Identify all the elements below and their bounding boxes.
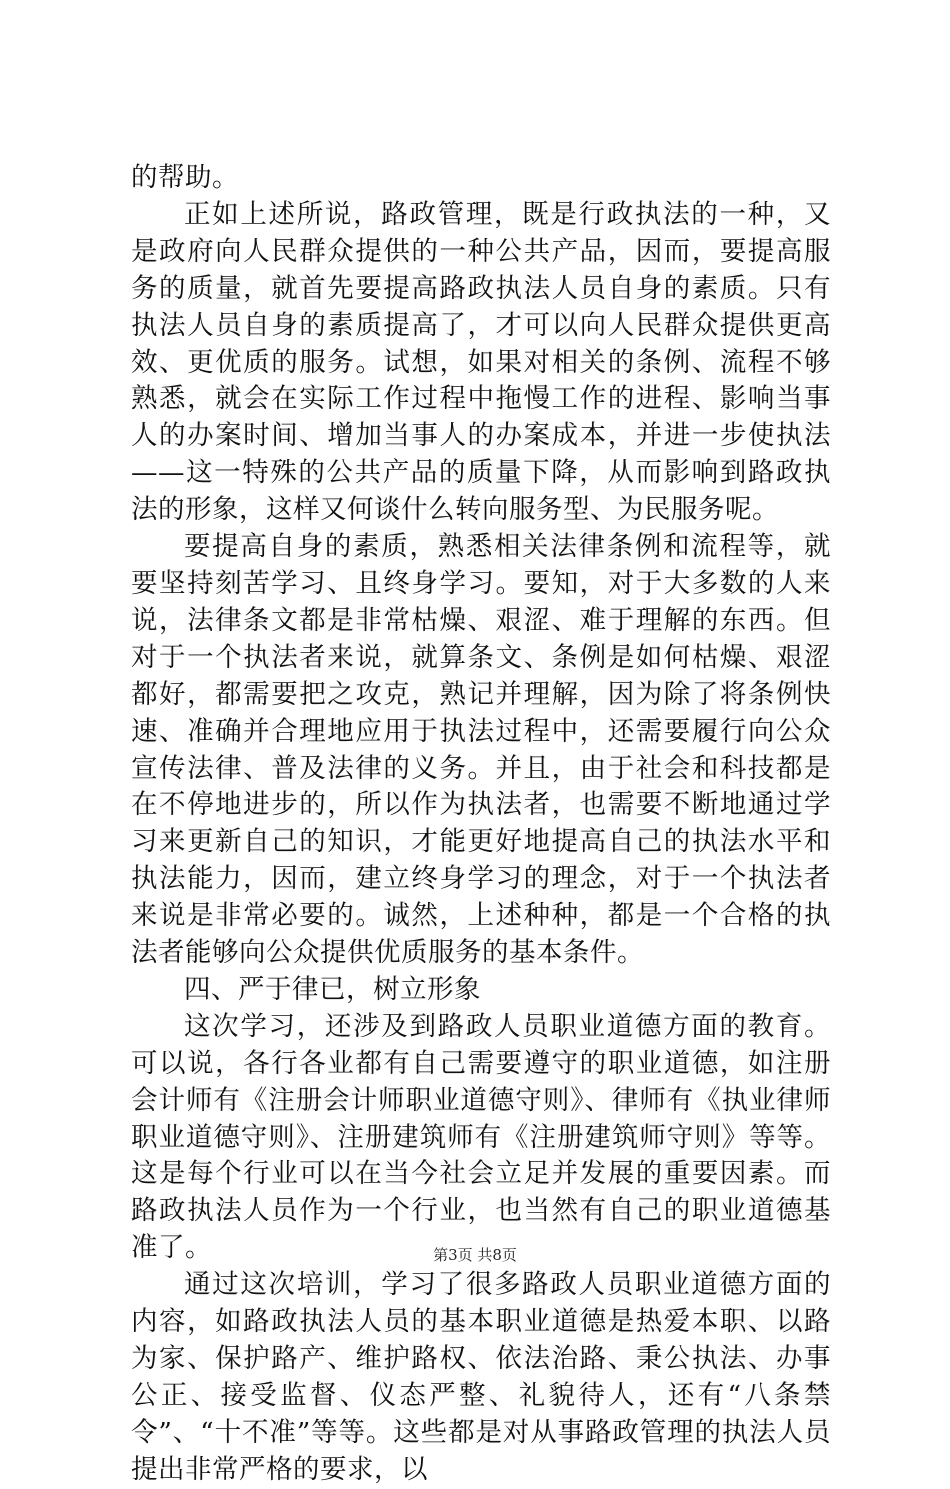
paragraph-service-quality: 正如上述所说，路政管理，既是行政执法的一种，又是政府向人民群众提供的一种公共产品，因而，要提高服务的质量，就首先要提高路政执法人员自身的素质。只有执法人员自身的素质提高了，才可以向人民群众提供更高效、更优质的服务。试想，如果对相关的条例、流程不够熟悉，就会在实际工作过程中拖慢工作的进程、影响当事人的办案时间、增加当事人的办案成本，并进一步使执法——这一特殊的公共产品的质量下降，从而影响到路政执法的形象，这样又何谈什么转向服务型、为民服务呢。 [131,198,831,526]
page-number-footer: 第3页 共8页 [433,1246,517,1264]
document-body [131,160,831,1489]
paragraph-lifelong-learning: 要提高自身的素质，熟悉相关法律条例和流程等，就要坚持刻苦学习、且终身学习。要知，对于大多数的人来说，法律条文都是非常枯燥、艰涩、难于理解的东西。但对于一个执法者来说，就算条文、条例是如何枯燥、艰涩都好，都需要把之攻克，熟记并理解，因为除了将条例快速、准确并合理地应用于执法过程中，还需要履行向公众宣传法律、普及法律的义务。并且，由于社会和科技都是在不停地进步的，所以作为执法者，也需要不断地通过学习来更新自己的知识，才能更好地提高自己的执法水平和执法能力，因而，建立终身学习的理念，对于一个执法者来说是非常必要的。诚然，上述种种，都是一个合格的执法者能够向公众提供优质服务的基本条件。 [131,531,831,969]
paragraph-training-content: 通过这次培训，学习了很多路政人员职业道德方面的内容，如路政执法人员的基本职业道德是热爱本职、以路为家、保护路产、维护路权、依法治路、秉公执法、办事公正、接受监督、仪态严整、礼貌待人，还有“八条禁令”、“十不准”等等。这些都是对从事路政管理的执法人员提出非常严格的要求，以 [131,1269,831,1485]
section-heading: 四、严于律已，树立形象 [184,973,481,1005]
paragraph-continuation: 的帮助。 [131,162,239,193]
paragraph-professional-ethics: 这次学习，还涉及到路政人员职业道德方面的教育。可以说，各行各业都有自己需要遵守的职业道德，如注册会计师有《注册会计师职业道德守则》、律师有《执业律师职业道德守则》、注册建筑师有《注册建筑师守则》等等。这是每个行业可以在当今社会立足并发展的重要因素。而路政执法人员作为一个行业，也当然有自己的职业道德基准了。 [131,1010,831,1264]
